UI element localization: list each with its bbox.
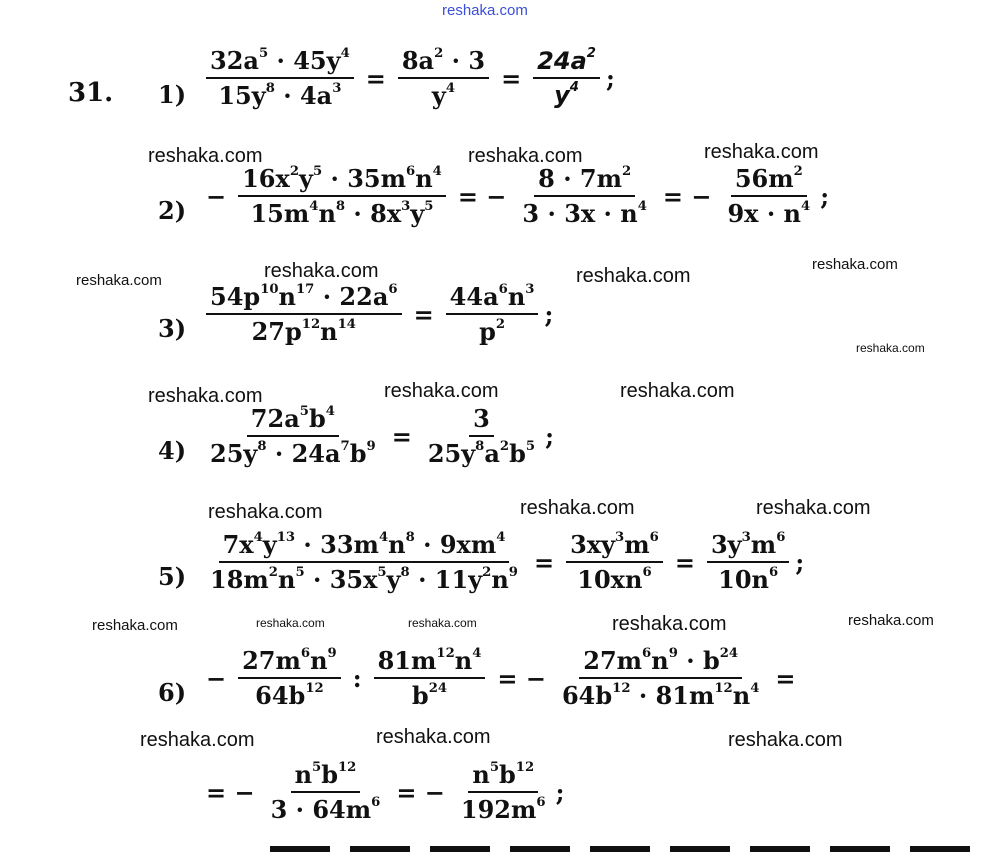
watermark: reshaka.com [208,501,323,523]
watermark: reshaka.com [140,729,255,751]
watermark: reshaka.com [384,380,499,402]
watermark: reshaka.com [756,497,871,519]
item-label-6: 6) [158,678,187,707]
expression-5: $\frac{7x^4y^{13} \cdot 33m^4n^8 \cdot 9xm^4}{18m^2n^5 \cdot 35x^5y^8 \cdot 11y^2n^9}$ = $\frac{3xy^3m^6}{10xn^6}$ = $\frac{3y^3m^6}{10n^6}$ ; [210,530,805,594]
watermark: reshaka.com [148,145,263,167]
page-bottom-edge [270,846,982,852]
watermark: reshaka.com [620,380,735,402]
watermark: reshaka.com [148,385,263,407]
watermark: reshaka.com [256,616,325,630]
problem-number: 31. [68,78,114,108]
item-label-4: 4) [158,436,187,465]
watermark: reshaka.com [612,613,727,635]
expression-6-continued: = − $\frac{n^5b^{12}}{3 \cdot 64m^6}$ = − $\frac{n^5b^{12}}{192m^6}$ ; [206,760,565,824]
watermark: reshaka.com [704,141,819,163]
watermark: reshaka.com [442,2,528,19]
expression-3: $\frac{54p^{10}n^{17} \cdot 22a^6}{27p^{12}n^{14}}$ = $\frac{44a^6n^3}{p^2}$ ; [200,282,553,346]
watermark: reshaka.com [92,617,178,634]
watermark: reshaka.com [76,272,162,289]
watermark: reshaka.com [728,729,843,751]
expression-2: − $\frac{16x^2y^5 \cdot 35m^6n^4}{15m^4n^8 \cdot 8x^3y^5}$ = − $\frac{8 \cdot 7m^2}{3 \cdot 3x \cdot n^4}$ = − $\frac{56m^2}{9x \cdot n^4}$ ; [206,164,830,228]
item-label-5: 5) [158,562,187,591]
watermark: reshaka.com [856,341,925,355]
watermark: reshaka.com [408,616,477,630]
watermark: reshaka.com [812,256,898,273]
watermark: reshaka.com [376,726,491,748]
expression-4: $\frac{72a^5b^4}{25y^8 \cdot 24a^7b^9}$ = $\frac{3}{25y^8a^2b^5}$ ; [210,404,554,468]
expression-6: − $\frac{27m^6n^9}{64b^{12}}$ : $\frac{81m^{12}n^4}{b^{24}}$ = − $\frac{27m^6n^9 \cdot b^{24}}{64b^{12} \cdot 81m^{12}n^4}$ = [206,646,796,710]
watermark: reshaka.com [468,145,583,167]
item-label-1: 1) [158,80,187,109]
item-label-3: 3) [158,314,187,343]
expression-1: $\frac{32a^5 \cdot 45y^4}{15y^8 \cdot 4a^3}$ = $\frac{8a^2 \cdot 3}{y^4}$ = $\frac{24a^2}{y^4}$ ; [200,46,615,110]
watermark: reshaka.com [576,265,691,287]
watermark: reshaka.com [520,497,635,519]
watermark: reshaka.com [848,612,934,629]
watermark: reshaka.com [264,260,379,282]
item-label-2: 2) [158,196,187,225]
